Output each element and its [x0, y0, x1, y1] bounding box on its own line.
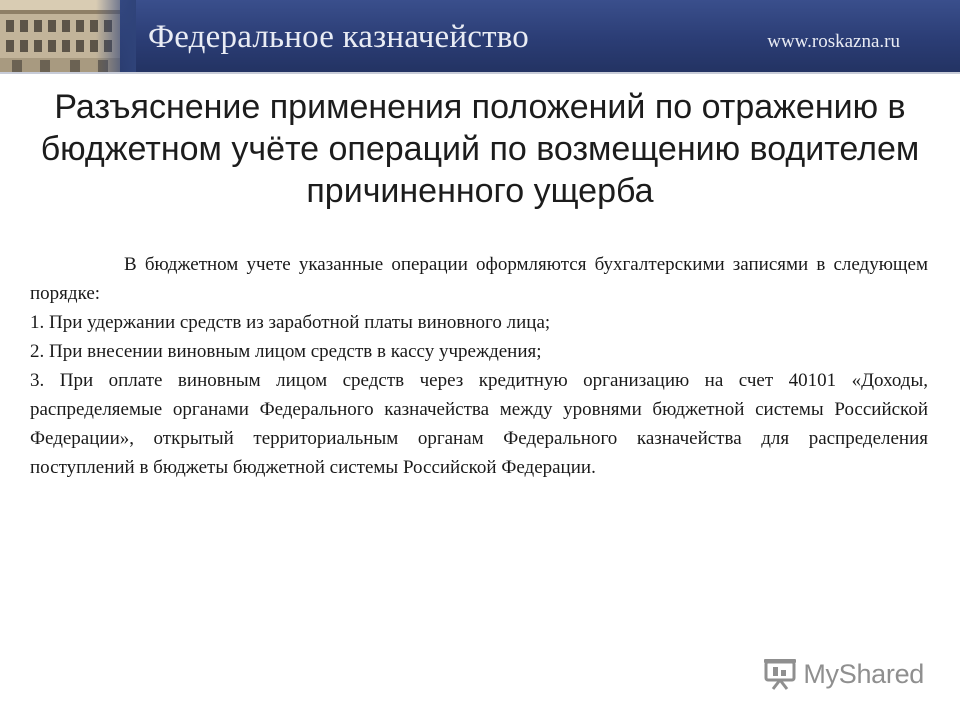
- myshared-watermark[interactable]: [763, 656, 924, 692]
- header-divider: [0, 72, 960, 74]
- header-photo-fade: [96, 0, 136, 72]
- header-banner: [0, 0, 960, 72]
- website-url[interactable]: www.roskazna.ru: [767, 31, 900, 52]
- body-text: [30, 250, 928, 482]
- slide-title: Разъяснение применения положений по отражению в бюджетном учёте операций по возмещению водителем причиненного ущерба: [40, 88, 920, 210]
- list-item: 3. При оплате виновным лицом средств через кредитную организацию на счет 40101 «Доходы, распределяемые органами Федерального казначейства между уровнями бюджетной системы Российской Федерации», открытый территориальным органам Федерального казначейства для распределения поступлений в бюджеты бюджетной системы Российской Федерации.: [30, 370, 928, 478]
- intro-paragraph: В бюджетном учете указанные операции оформляются бухгалтерскими записями в следующем порядке:: [30, 254, 928, 304]
- list-item: 1. При удержании средств из заработной платы виновного лица;: [30, 312, 551, 333]
- presentation-board-icon: [763, 658, 797, 690]
- list-item: 2. При внесении виновным лицом средств в кассу учреждения;: [30, 341, 542, 362]
- organization-title: Федеральное казначейство: [148, 19, 529, 55]
- watermark-text: MyShared: [803, 658, 924, 689]
